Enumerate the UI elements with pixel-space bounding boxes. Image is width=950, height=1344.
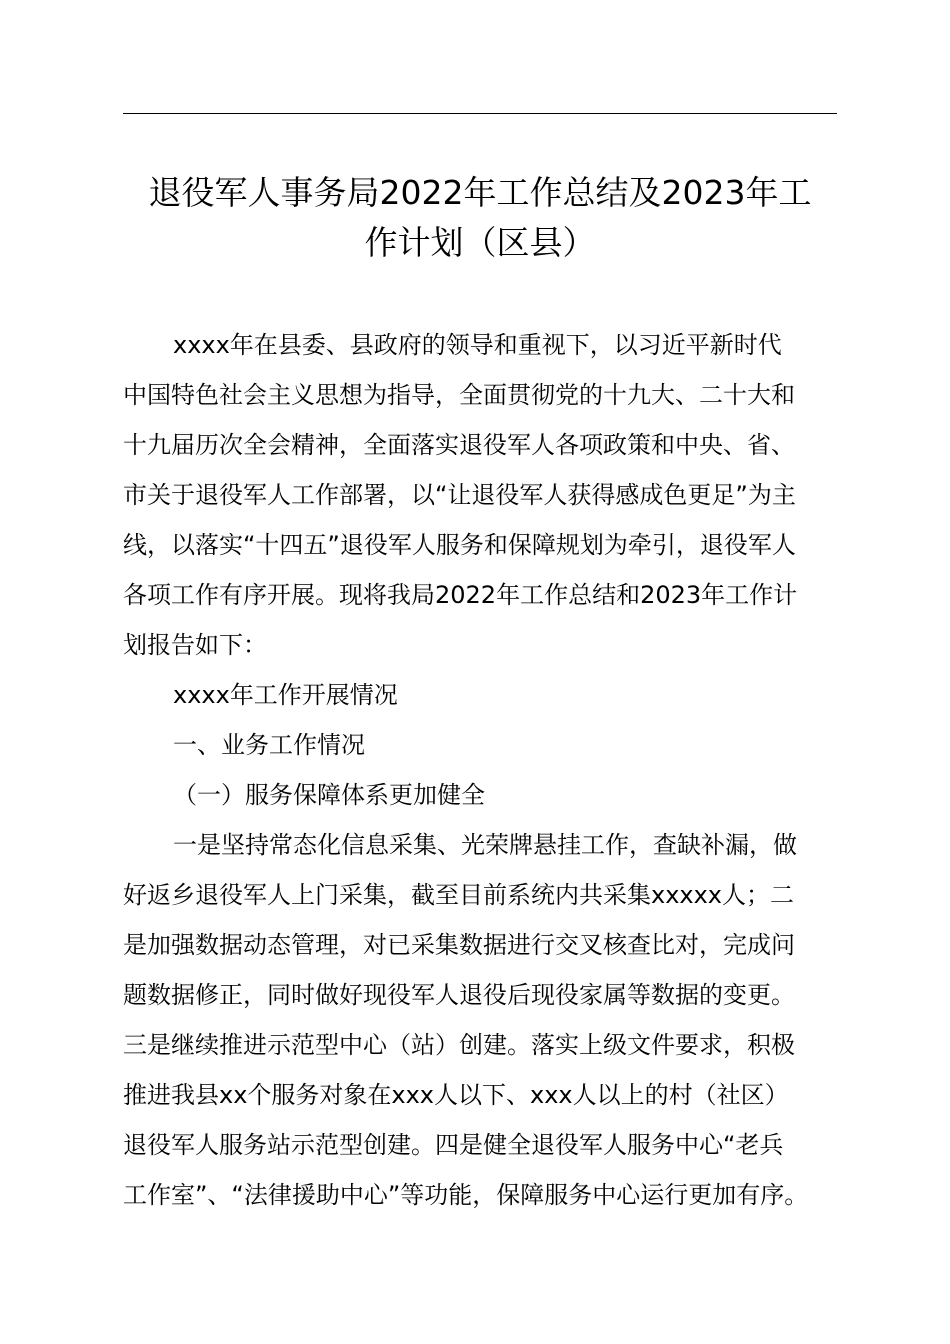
text-line: （一）服务保障体系更加健全 (173, 781, 485, 809)
text-line: 工作室”、“法律援助中心”等功能，保障服务中心运行更加有序。 (123, 1181, 809, 1209)
header-rule (123, 113, 837, 114)
text-line: 中国特色社会主义思想为指导，全面贯彻党的十九大、二十大和 (123, 381, 795, 409)
text-line: 退役军人服务站示范型创建。四是健全退役军人服务中心“老兵 (123, 1131, 784, 1159)
subsection-heading (123, 720, 837, 770)
text-line: xxxx年在县委、县政府的领导和重视下，以习近平新时代 (173, 331, 782, 359)
text-line: 好返乡退役军人上门采集，截至目前系统内共采集xxxxx人；二 (123, 881, 795, 909)
text-line: 是加强数据动态管理，对已采集数据进行交叉核查比对，完成问 (123, 931, 795, 959)
text-line: 各项工作有序开展。现将我局2022年工作总结和2023年工作计 (123, 581, 798, 609)
sub-subsection-heading (123, 770, 837, 820)
intro-paragraph (123, 320, 837, 670)
text-line: xxxx年工作开展情况 (173, 681, 398, 709)
text-line: 十九届历次全会精神，全面落实退役军人各项政策和中央、省、 (123, 431, 795, 459)
section-heading (123, 670, 837, 720)
text-line: 一、业务工作情况 (173, 731, 365, 759)
title-line-2: 作计划（区县） (364, 223, 596, 262)
text-line: 一是坚持常态化信息采集、光荣牌悬挂工作，查缺补漏，做 (173, 831, 797, 859)
document-title (110, 168, 850, 268)
text-line: 线，以落实“十四五”退役军人服务和保障规划为牵引，退役军人 (123, 531, 796, 559)
text-line: 市关于退役军人工作部署，以“让退役军人获得感成色更足”为主 (123, 481, 796, 509)
text-line: 题数据修正，同时做好现役军人退役后现役家属等数据的变更。 (123, 981, 795, 1009)
text-line: 三是继续推进示范型中心（站）创建。落实上级文件要求，积极 (123, 1031, 795, 1059)
title-line-1: 退役军人事务局2022年工作总结及2023年工 (148, 173, 812, 212)
document-body (123, 320, 837, 1220)
text-line: 划报告如下： (123, 631, 267, 659)
details-paragraph (123, 820, 837, 1220)
text-line: 推进我县xx个服务对象在xxx人以下、xxx人以上的村（社区） (123, 1081, 789, 1109)
